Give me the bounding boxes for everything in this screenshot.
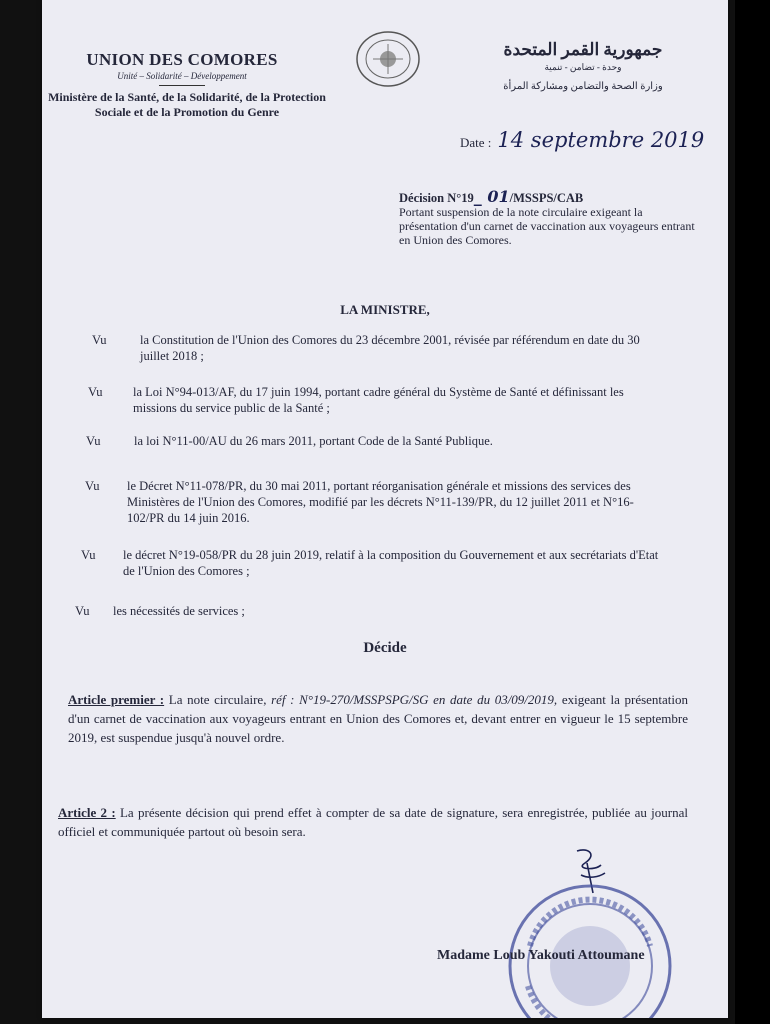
vu-label: Vu xyxy=(75,604,90,618)
ministry-name: Ministère de la Santé, de la Solidarité, de la Protection Sociale et de la Promotion du Genre xyxy=(48,90,326,119)
la-ministre-heading: LA MINISTRE, xyxy=(340,302,430,317)
date-line xyxy=(460,128,704,152)
signatory-name: Madame Loub Yakouti Attoumane xyxy=(437,948,645,963)
decision-number-prefix: Décision N°19 xyxy=(399,191,474,205)
national-seal-icon xyxy=(355,30,421,88)
vu-text: le décret N°19-058/PR du 28 juin 2019, relatif à la composition du Gouvernement et aux secrétariats d'Etat de l'Union des Comores ; xyxy=(123,548,659,578)
country-name-arabic: جمهورية القمر المتحدة xyxy=(503,40,663,59)
header-right xyxy=(458,40,708,92)
article-label: Article 2 : xyxy=(58,805,116,820)
decision-block xyxy=(399,187,699,247)
article-label: Article premier : xyxy=(68,692,165,707)
vu-text: la loi N°11-00/AU du 26 mars 2011, portant Code de la Santé Publique. xyxy=(134,434,493,448)
decision-subject: Portant suspension de la note circulaire exigeant la présentation d'un carnet de vaccination aux voyageurs entrant en Union des Comores. xyxy=(399,205,695,247)
vu-label: Vu xyxy=(92,333,107,347)
country-motto-arabic: وحدة - تضامن - تنمية xyxy=(544,62,622,72)
vu-label: Vu xyxy=(88,385,103,399)
official-stamp-icon xyxy=(500,876,680,1018)
header-left xyxy=(52,50,312,86)
decide-heading: Décide xyxy=(363,640,407,656)
date-label: Date : xyxy=(460,135,492,150)
decision-number xyxy=(399,187,699,206)
vu-text: la Constitution de l'Union des Comores du 23 décembre 2001, révisée par référendum en date du 30 juillet 2018 ; xyxy=(140,333,640,363)
vu-label: Vu xyxy=(85,479,100,493)
ministry-name-arabic: وزارة الصحة والتضامن ومشاركة المرأة xyxy=(503,81,663,92)
country-name: UNION DES COMORES xyxy=(86,50,278,69)
vu-text: la Loi N°94-013/AF, du 17 juin 1994, portant cadre général du Système de Santé et définissant les missions du service public de la Santé ; xyxy=(133,385,624,415)
vu-label: Vu xyxy=(86,434,101,448)
decision-number-handwritten: _ 01 xyxy=(473,187,510,206)
article-text: exigeant la présentation d'un carnet de vaccination aux voyageurs entrant en Union des Comores et, devant entrer en vigueur le 15 septembre 2019, est suspendue jusqu'à nouvel ordre. xyxy=(68,692,689,745)
handwritten-date: 14 septembre 2019 xyxy=(497,128,705,152)
vu-label: Vu xyxy=(81,548,96,562)
country-motto: Unité – Solidarité – Développement xyxy=(117,71,247,81)
article-2 xyxy=(58,803,688,841)
article-premier xyxy=(68,690,688,747)
dark-border xyxy=(735,0,770,1024)
article-ref-lead: La note circulaire, xyxy=(168,692,267,707)
decision-number-suffix: /MSSPS/CAB xyxy=(509,191,584,205)
article-text: La présente décision qui prend effet à compter de sa date de signature, sera enregistrée, publiée au journal officiel et communiquée partout où besoin sera. xyxy=(58,805,688,839)
document-page xyxy=(42,0,728,1018)
vu-text: les nécessités de services ; xyxy=(113,604,245,618)
vu-text: le Décret N°11-078/PR, du 30 mai 2011, portant réorganisation générale et missions des services des Ministères de l'Union des Comores, modifié par les décrets N°11-139/PR, du 12 juillet 2011 et N°16-102/PR du 14 juin 2016. xyxy=(127,479,634,525)
divider xyxy=(159,85,205,86)
article-reference: réf : N°19-270/MSSPSPG/SG en date du 03/09/2019, xyxy=(271,692,558,707)
